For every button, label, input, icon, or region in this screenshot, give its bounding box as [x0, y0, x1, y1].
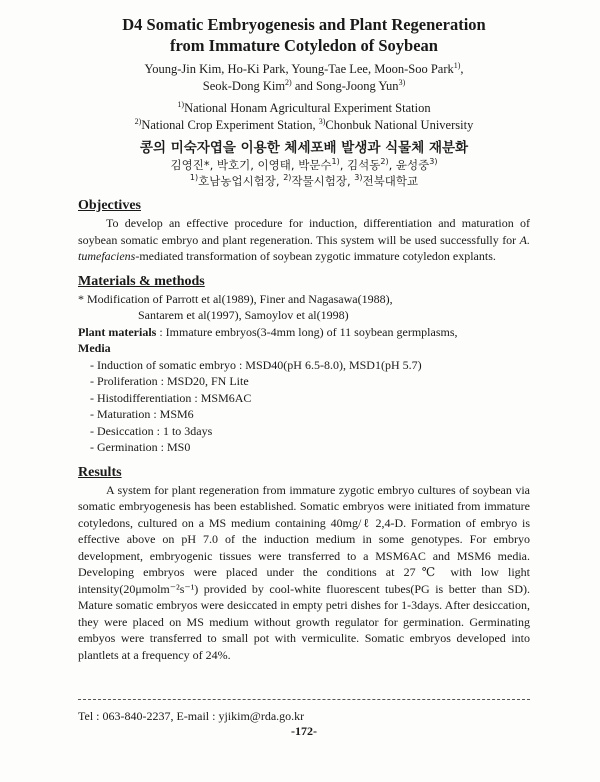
affiliations: [78, 100, 530, 134]
korean-title: 콩의 미숙자엽을 이용한 체세포배 발생과 식물체 재분화: [139, 140, 469, 156]
title-line-2: from Immature Cotyledon of Soybean: [170, 36, 438, 55]
plant-materials-label: Plant materials: [78, 324, 157, 339]
affil-sup: 3): [318, 116, 326, 126]
kr-sup: 1): [331, 157, 340, 167]
page-number: -172-: [291, 724, 317, 738]
results-heading: Results: [78, 464, 122, 480]
korean-authors-text: , 윤성중: [388, 158, 430, 172]
objectives-text-b: -mediated transformation of soybean zygotic immature cotyledon explants.: [135, 249, 496, 263]
korean-authors-text: 김영진*, 박호기, 이영태, 박문수: [170, 158, 332, 172]
plant-materials: [78, 324, 530, 341]
kr-sup: 2): [283, 173, 292, 183]
kr-sup: 3): [429, 157, 438, 167]
media-item: - Desiccation : 1 to 3days: [90, 423, 213, 438]
kr-sup: 3): [354, 173, 363, 183]
korean-affil-text: 작물시험장,: [291, 174, 355, 188]
korean-affiliations: [78, 173, 530, 189]
objectives-text: [78, 215, 530, 265]
korean-authors: [78, 157, 530, 173]
affil-text: National Crop Experiment Station,: [141, 118, 319, 132]
author-list: [78, 61, 530, 95]
author-sup: 3): [398, 77, 406, 87]
plant-materials-text: : Immature embryos(3-4mm long) of 11 soybean germplasms,: [156, 324, 458, 339]
authors-text-1: Young-Jin Kim, Ho-Ki Park, Young-Tae Lee, Moon-Soo Park: [144, 62, 454, 76]
media-item: - Proliferation : MSD20, FN Lite: [90, 374, 249, 388]
affil-sup: 1): [177, 99, 185, 109]
results-text: A system for plant regeneration from immature zygotic embryo cultures of soybean via somatic embryogenesis has been established. Somatic embryos were initiated from immature cotyledons, cultured on a MS medium containing 40mg/ℓ 2,4-D. Formation of embryo is effective above on pH 7.0 of the induction medium in some genotypes. For embryo development, embryogenic tissues were transferred to a MSM6AC and MSM6 media. Developing embryos were placed under the conditions at 27℃ with low light intensity(20μmolm⁻²s⁻¹) provided by cool-white fluorescent tubes(PG is better than SD). Mature somatic embryos were desiccated in empty petri dishes for 1-3days. After desiccation, they were placed on MS medium without growth regulator for germination. Germinating embyos were transferred to small pot with vermiculite. Somatic embryos developed into plantlets at a frequency of 24%.: [78, 482, 530, 662]
korean-affil-text: 호남농업시험장,: [198, 174, 284, 188]
authors-text-2: Seok-Dong Kim: [202, 79, 286, 93]
media-item: - Germination : MS0: [90, 440, 191, 454]
author-sup: 2): [285, 77, 292, 87]
authors-text-3: and Song-Joong Yun: [291, 79, 399, 93]
korean-authors-text: , 김석동: [339, 158, 381, 172]
author-sup: 1): [453, 60, 461, 70]
media-label: Media: [78, 341, 111, 355]
kr-sup: 2): [380, 157, 389, 167]
title-line-1: D4 Somatic Embryogenesis and Plant Regeneration: [122, 15, 486, 34]
paper-title: [78, 0, 530, 56]
affiliation-line-1: [78, 100, 530, 117]
modification-line-2: Santarem et al(1997), Samoylov et al(1998): [138, 308, 349, 322]
objectives-text-a: To develop an effective procedure for induction, differentiation and maturation of soybean somatic embryo and plant regeneration. This system will be used successfully for: [78, 216, 530, 247]
affil-text: Chonbuk National University: [325, 118, 474, 132]
media-list: [78, 357, 530, 456]
affil-sup: 2): [134, 116, 142, 126]
affil-text: National Honam Agricultural Experiment Station: [184, 101, 431, 115]
media-item: - Maturation : MSM6: [90, 407, 194, 421]
korean-affil-text: 전북대학교: [362, 174, 419, 188]
media-item: - Induction of somatic embryo : MSD40(pH 6.5-8.0), MSD1(pH 5.7): [90, 357, 422, 372]
modification-line-1: * Modification of Parrott et al(1989), Finer and Nagasawa(1988),: [78, 291, 393, 306]
methods-heading: Materials & methods: [78, 273, 205, 289]
species-name: A. tumefaciens: [78, 232, 530, 263]
objectives-heading: Objectives: [78, 198, 141, 213]
footer-divider: [78, 699, 530, 700]
contact-info: Tel : 063-840-2237, E-mail : yjikim@rda.go.kr: [78, 709, 305, 723]
author-line-1: Young-Jin Kim, Ho-Ki Park, Young-Tae Lee, Moon-Soo Park$^{1)}$,: [144, 60, 464, 76]
media-item: - Histodifferentiation : MSM6AC: [90, 390, 252, 405]
affiliation-line-2: [78, 117, 530, 134]
author-line-2: [78, 78, 530, 95]
kr-sup: 1): [189, 173, 199, 183]
